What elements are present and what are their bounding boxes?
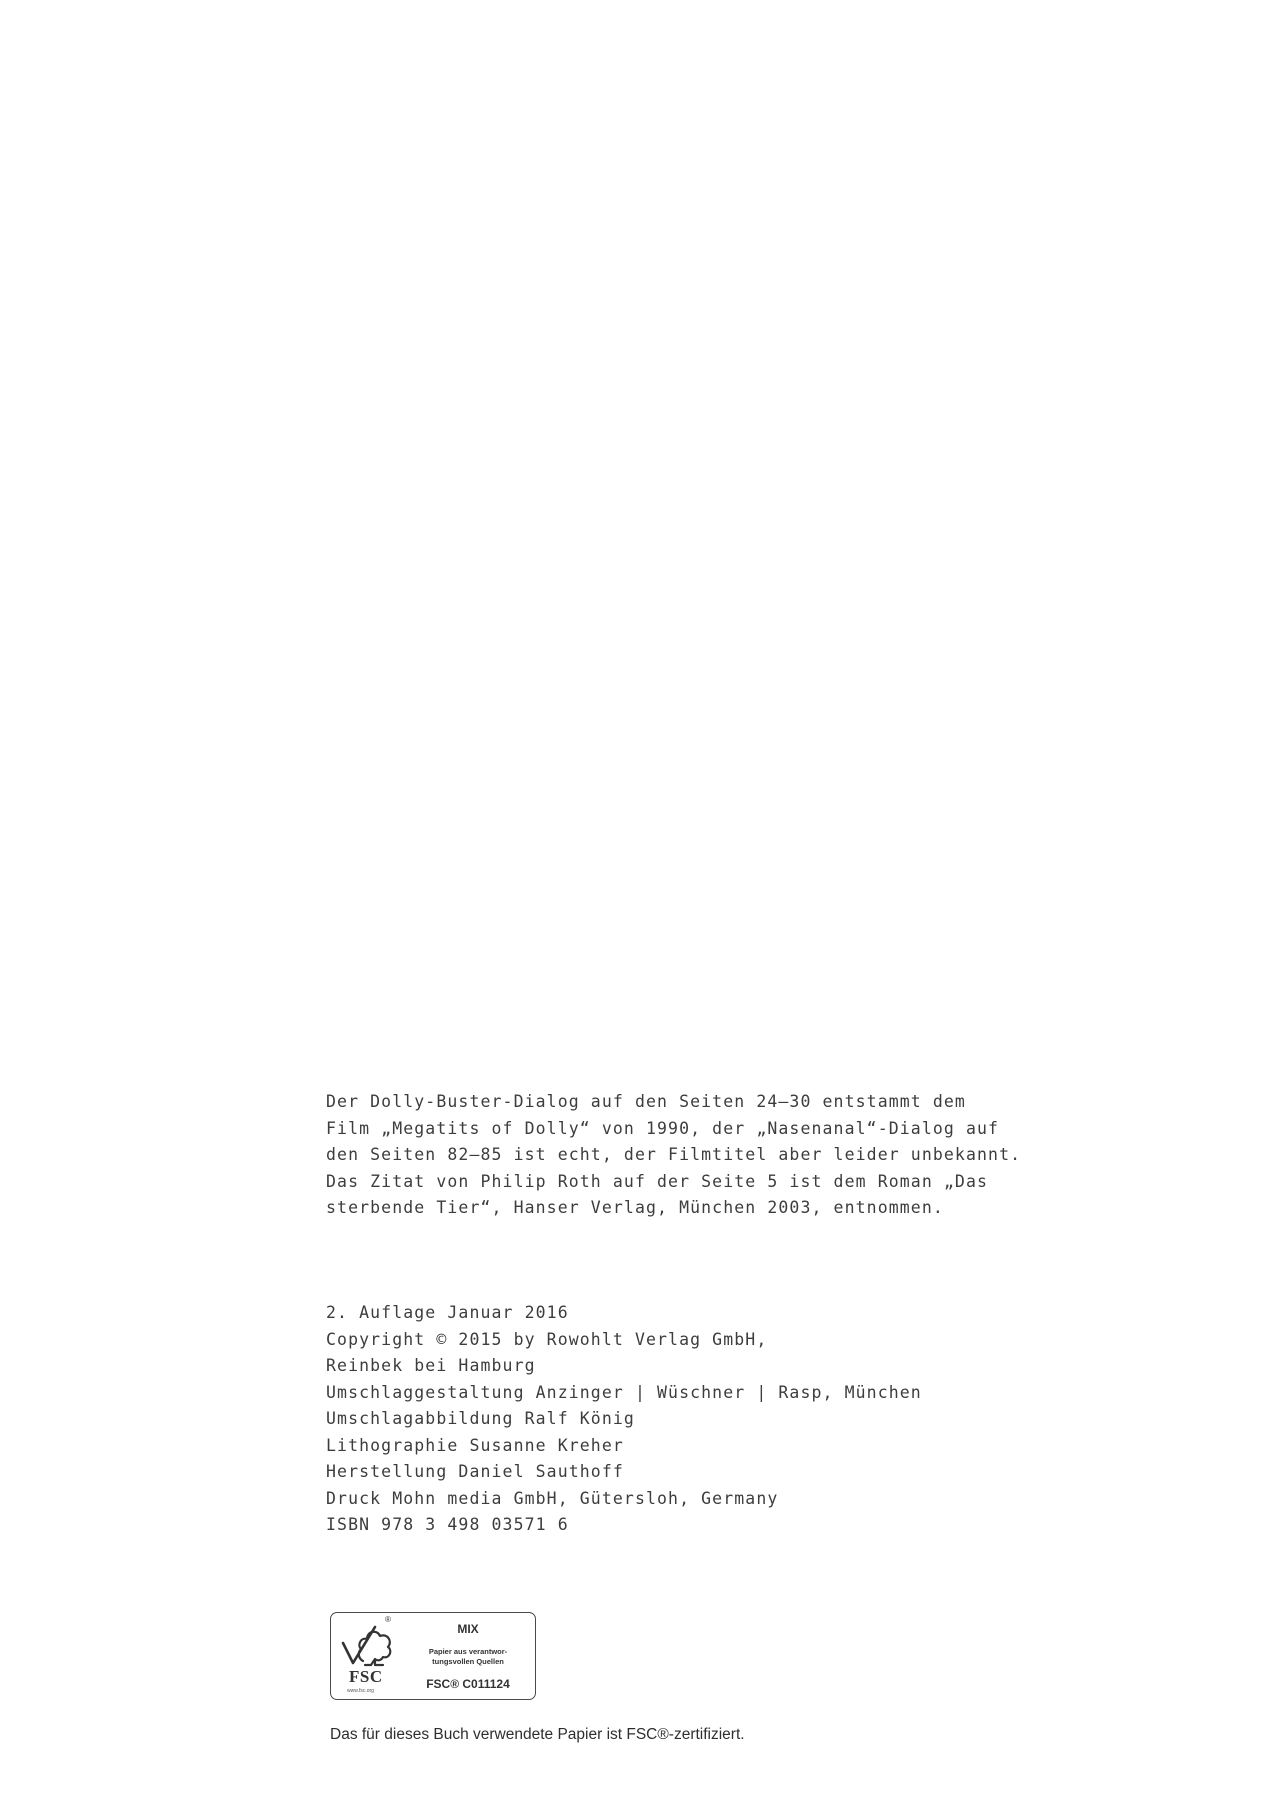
production-line: Herstellung Daniel Sauthoff [326, 1462, 624, 1481]
fsc-tree-checkmark-icon [339, 1619, 397, 1673]
cover-design-line: Umschlaggestaltung Anzinger | Wüschner | Rasp, München [326, 1382, 922, 1402]
fsc-license-code: FSC® C011124 [426, 1677, 510, 1691]
source-note-line: sterbende Tier“, Hanser Verlag, München 2003, entnommen. [326, 1198, 944, 1217]
copyright-line: Copyright © 2015 by Rowohlt Verlag GmbH, [326, 1329, 768, 1349]
fsc-description-line: tungsvollen Quellen [432, 1656, 504, 1666]
source-notes [326, 1089, 1021, 1222]
edition-line: 2. Auflage Januar 2016 [326, 1303, 569, 1322]
source-note-line: Der Dolly-Buster-Dialog auf den Seiten 24–30 entstammt dem [326, 1092, 966, 1111]
registered-mark: ® [385, 1615, 391, 1624]
source-note-line: den Seiten 82–85 ist echt, der Filmtitel aber leider unbekannt. [326, 1145, 1022, 1164]
publisher-location-line: Reinbek bei Hamburg [326, 1356, 536, 1375]
publication-credits [326, 1300, 922, 1539]
isbn-line: ISBN 978 3 498 03571 6 [326, 1515, 569, 1534]
fsc-label [330, 1612, 536, 1700]
fsc-description [405, 1647, 531, 1666]
fsc-certification-note: Das für dieses Buch verwendete Papier ist FSC®-zertifiziert. [330, 1726, 745, 1743]
source-note-line: Das Zitat von Philip Roth auf der Seite 5 ist dem Roman „Das [326, 1171, 989, 1191]
source-note-line: Film „Megatits of Dolly“ von 1990, der „Nasenanal“-Dialog auf [326, 1118, 1000, 1138]
printer-line: Druck Mohn media GmbH, Gütersloh, Germany [326, 1488, 779, 1508]
fsc-url: www.fsc.org [347, 1688, 374, 1694]
fsc-description-line: Papier aus verantwor- [428, 1647, 508, 1656]
cover-illustration-line: Umschlagabbildung Ralf König [326, 1409, 635, 1428]
fsc-mix-label: MIX [457, 1622, 479, 1636]
fsc-wordmark: FSC [349, 1667, 383, 1686]
lithography-line: Lithographie Susanne Kreher [326, 1435, 624, 1455]
